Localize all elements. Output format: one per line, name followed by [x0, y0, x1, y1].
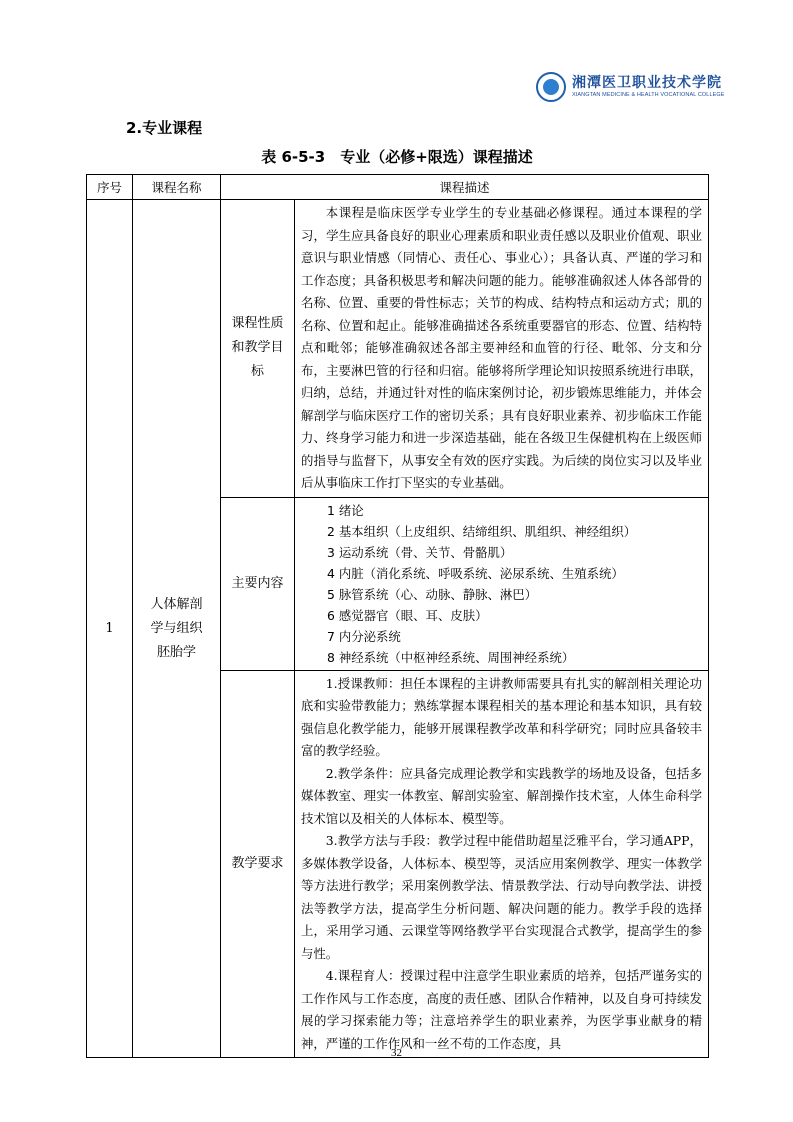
logo-chinese-name: 湘潭医卫职业技术学院	[572, 75, 722, 91]
row-index: 1	[87, 200, 133, 1058]
goals-label: 课程性质和教学目标	[221, 200, 295, 498]
header-index: 序号	[87, 175, 133, 200]
requirements-paragraph: 4.课程育人：授课过程中注意学生职业素质的培养，包括严谨务实的工作作风与工作态度，高度的责任感、团队合作精神，以及自身可持续发展的学习探索能力等；注意培养学生的职业素养，为医学事业献身的精神，严谨的工作作风和一丝不苟的工作态度，具	[301, 968, 703, 1051]
college-logo	[536, 72, 725, 102]
content-list	[301, 500, 702, 668]
college-emblem-icon	[536, 72, 566, 102]
list-item: 2 基本组织（上皮组织、结缔组织、肌组织、神经组织）	[327, 523, 637, 539]
list-item: 1 绪论	[327, 502, 364, 518]
goals-description	[295, 200, 709, 498]
table-row	[87, 200, 709, 498]
list-item: 5 脉管系统（心、动脉、静脉、淋巴）	[327, 586, 538, 602]
goals-text: 本课程是临床医学专业学生的专业基础必修课程。通过本课程的学习，学生应具备良好的职业心理素质和职业责任感以及职业价值观、职业意识与职业情感（同情心、责任心、事业心）；具备认真、严谨的学习和工作态度；具备积极思考和解决问题的能力。能够准确叙述人体各部骨的名称、位置、重要的骨性标志；关节的构成、结构特点和运动方式；肌的名称、位置和起止。能够准确描述各系统重要器官的形态、位置、结构特点和毗邻；能够准确叙述各部主要神经和血管的行径、毗邻、分支和分布，主要淋巴管的行径和归宿。能够将所学理论知识按照系统进行串联，归纳，总结，并通过针对性的临床案例讨论，初步锻炼思维能力，并体会解剖学与临床医疗工作的密切关系；具有良好职业素养、初步临床工作能力、终身学习能力和进一步深造基础，能在各级卫生保健机构在上级医师的指导与监督下，从事安全有效的医疗实践。为后续的岗位实习以及毕业后从事临床工作打下坚实的专业基础。	[301, 205, 703, 490]
table-caption: 表 6-5-3 专业（必修+限选）课程描述	[261, 148, 533, 166]
list-item: 8 神经系统（中枢神经系统、周围神经系统）	[327, 649, 575, 665]
header-course-name: 课程名称	[133, 175, 221, 200]
page-number: 32	[391, 1047, 402, 1059]
course-name: 人体解剖学与组织胚胎学	[133, 200, 221, 1058]
requirements-label: 教学要求	[221, 670, 295, 1058]
requirements-description	[295, 670, 709, 1058]
requirements-paragraph: 3.教学方法与手段：教学过程中能借助超星泛雅平台，学习通APP，多媒体教学设备，人体标本、模型等，灵活应用案例教学、理实一体教学等方法进行教学；采用案例教学法、情景教学法、行动导向教学法、讲授法等教学方法，提高学生分析问题、解决问题的能力。教学手段的选择上，采用学习通、云课堂等网络教学平台实现混合式教学，提高学生的参与性。	[301, 833, 703, 961]
header-description: 课程描述	[221, 175, 709, 200]
list-item: 3 运动系统（骨、关节、骨骼肌）	[327, 544, 513, 560]
list-item: 6 感觉器官（眼、耳、皮肤）	[327, 607, 488, 623]
content-description	[295, 497, 709, 670]
table-header-row	[87, 175, 709, 200]
requirements-paragraph: 2.教学条件：应具备完成理论教学和实践教学的场地及设备，包括多媒体教室、理实一体教室、解剖实验室、解剖操作技术室，人体生命科学技术馆以及相关的人体标本、模型等。	[301, 765, 703, 826]
content-label: 主要内容	[221, 497, 295, 670]
course-description-table	[86, 174, 709, 1058]
logo-english-name: XIANGTAN MEDICINE & HEALTH VOCATIONAL COLLEGE	[572, 92, 725, 98]
list-item: 7 内分泌系统	[327, 628, 401, 644]
section-heading: 2.专业课程	[126, 119, 203, 137]
requirements-paragraph: 1.授课教师：担任本课程的主讲教师需要具有扎实的解剖相关理论功底和实验带教能力；熟练掌握本课程相关的基本理论和基本知识，具有较强信息化教学能力，能够开展课程教学改革和科学研究；同时应具备较丰富的教学经验。	[301, 675, 703, 758]
logo-text	[572, 75, 725, 99]
list-item: 4 内脏（消化系统、呼吸系统、泌尿系统、生殖系统）	[327, 565, 624, 581]
